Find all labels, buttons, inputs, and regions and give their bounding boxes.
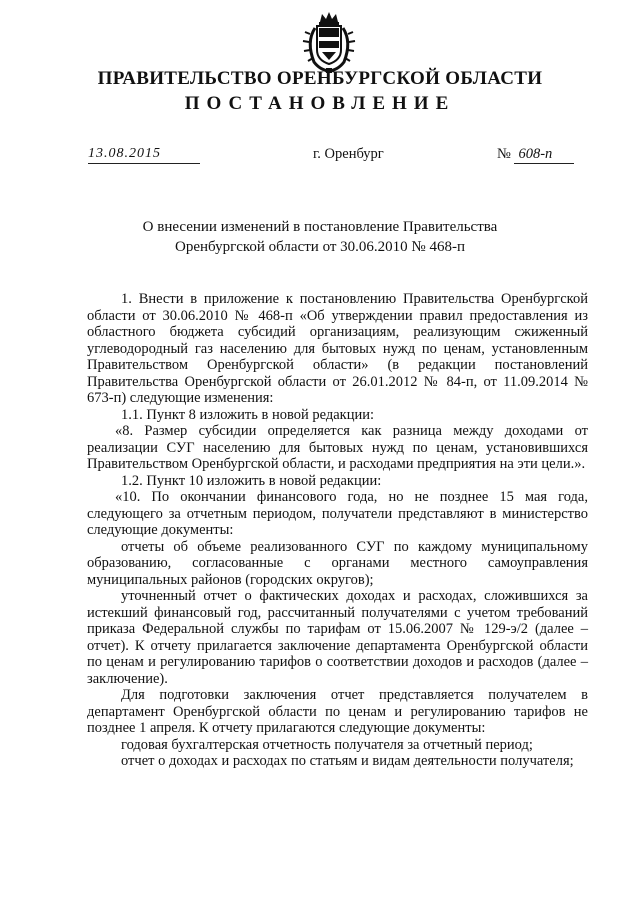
document-body <box>87 291 588 770</box>
document-date: 13.08.2015 <box>88 146 200 164</box>
government-name: ПРАВИТЕЛЬСТВО ОРЕНБУРГСКОЙ ОБЛАСТИ <box>97 68 543 89</box>
number-value: 608-п <box>514 146 574 164</box>
paragraph-1: 1. Внести в приложение к постановлению Правительства Оренбургской области от 30.06.2010 № 468-п «Об утверждении правил предоставления из областного бюджета субсидий организациям, реализующим сжиженный углеводородный газ населению для бытовых нужд по ценам, установленным Правительством Оренбургской области» (в редакции постановлений Правительства Оренбургской области от 26.01.2012 № 84-п, от 11.09.2014 № 673-п) следующие изменения: <box>87 291 588 406</box>
document-number <box>497 146 574 164</box>
paragraph-3: «8. Размер субсидии определяется как разница между доходами от реализации СУГ населению для бытовых нужд по ценам, установившихся Правительством Оренбургской области, и расходами предприятия на эти цели.». <box>87 423 588 472</box>
document-type: ПОСТАНОВЛЕНИЕ <box>184 93 456 114</box>
number-label: № <box>497 146 511 162</box>
paragraph-9: годовая бухгалтерская отчетность получателя за отчетный период; <box>121 736 533 753</box>
paragraph-10: отчет о доходах и расходах по статьям и видам деятельности получателя; <box>121 753 574 769</box>
paragraph-2: 1.1. Пункт 8 изложить в новой редакции: <box>121 406 375 423</box>
document-title <box>100 217 540 257</box>
paragraph-5: «10. По окончании финансового года, но не позднее 15 мая года, следующего за отчетным периодом, получатели представляют в министерство следующие документы: <box>87 489 588 538</box>
paragraph-4: 1.2. Пункт 10 изложить в новой редакции: <box>121 472 382 489</box>
title-line-2: Оренбургской области от 30.06.2010 № 468-п <box>174 239 466 255</box>
paragraph-7: уточненный отчет о фактических доходах и расходах, сложившихся за истекший финансовый год, рассчитанный получателями с учетом требований приказа Федеральной службы по тарифам от 15.06.2007 № 129-э/2 (далее – отчет). К отчету прилагается заключение департамента Оренбургской области по ценам и регулированию тарифов о соответствии доходов и расходов (далее – заключение). <box>87 588 588 687</box>
paragraph-6: отчеты об объеме реализованного СУГ по каждому муниципальному образованию, согласованные с органами местного самоуправления муниципальных районов (городских округов); <box>87 538 588 588</box>
coat-of-arms-icon <box>300 10 358 74</box>
document-city: г. Оренбург <box>313 146 384 162</box>
title-line-1: О внесении изменений в постановление Правительства <box>142 219 498 235</box>
paragraph-8: Для подготовки заключения отчет представляется получателем в департамент Оренбургской области по ценам и регулированию тарифов не позднее 1 апреля. К отчету прилагаются следующие документы: <box>87 687 588 736</box>
